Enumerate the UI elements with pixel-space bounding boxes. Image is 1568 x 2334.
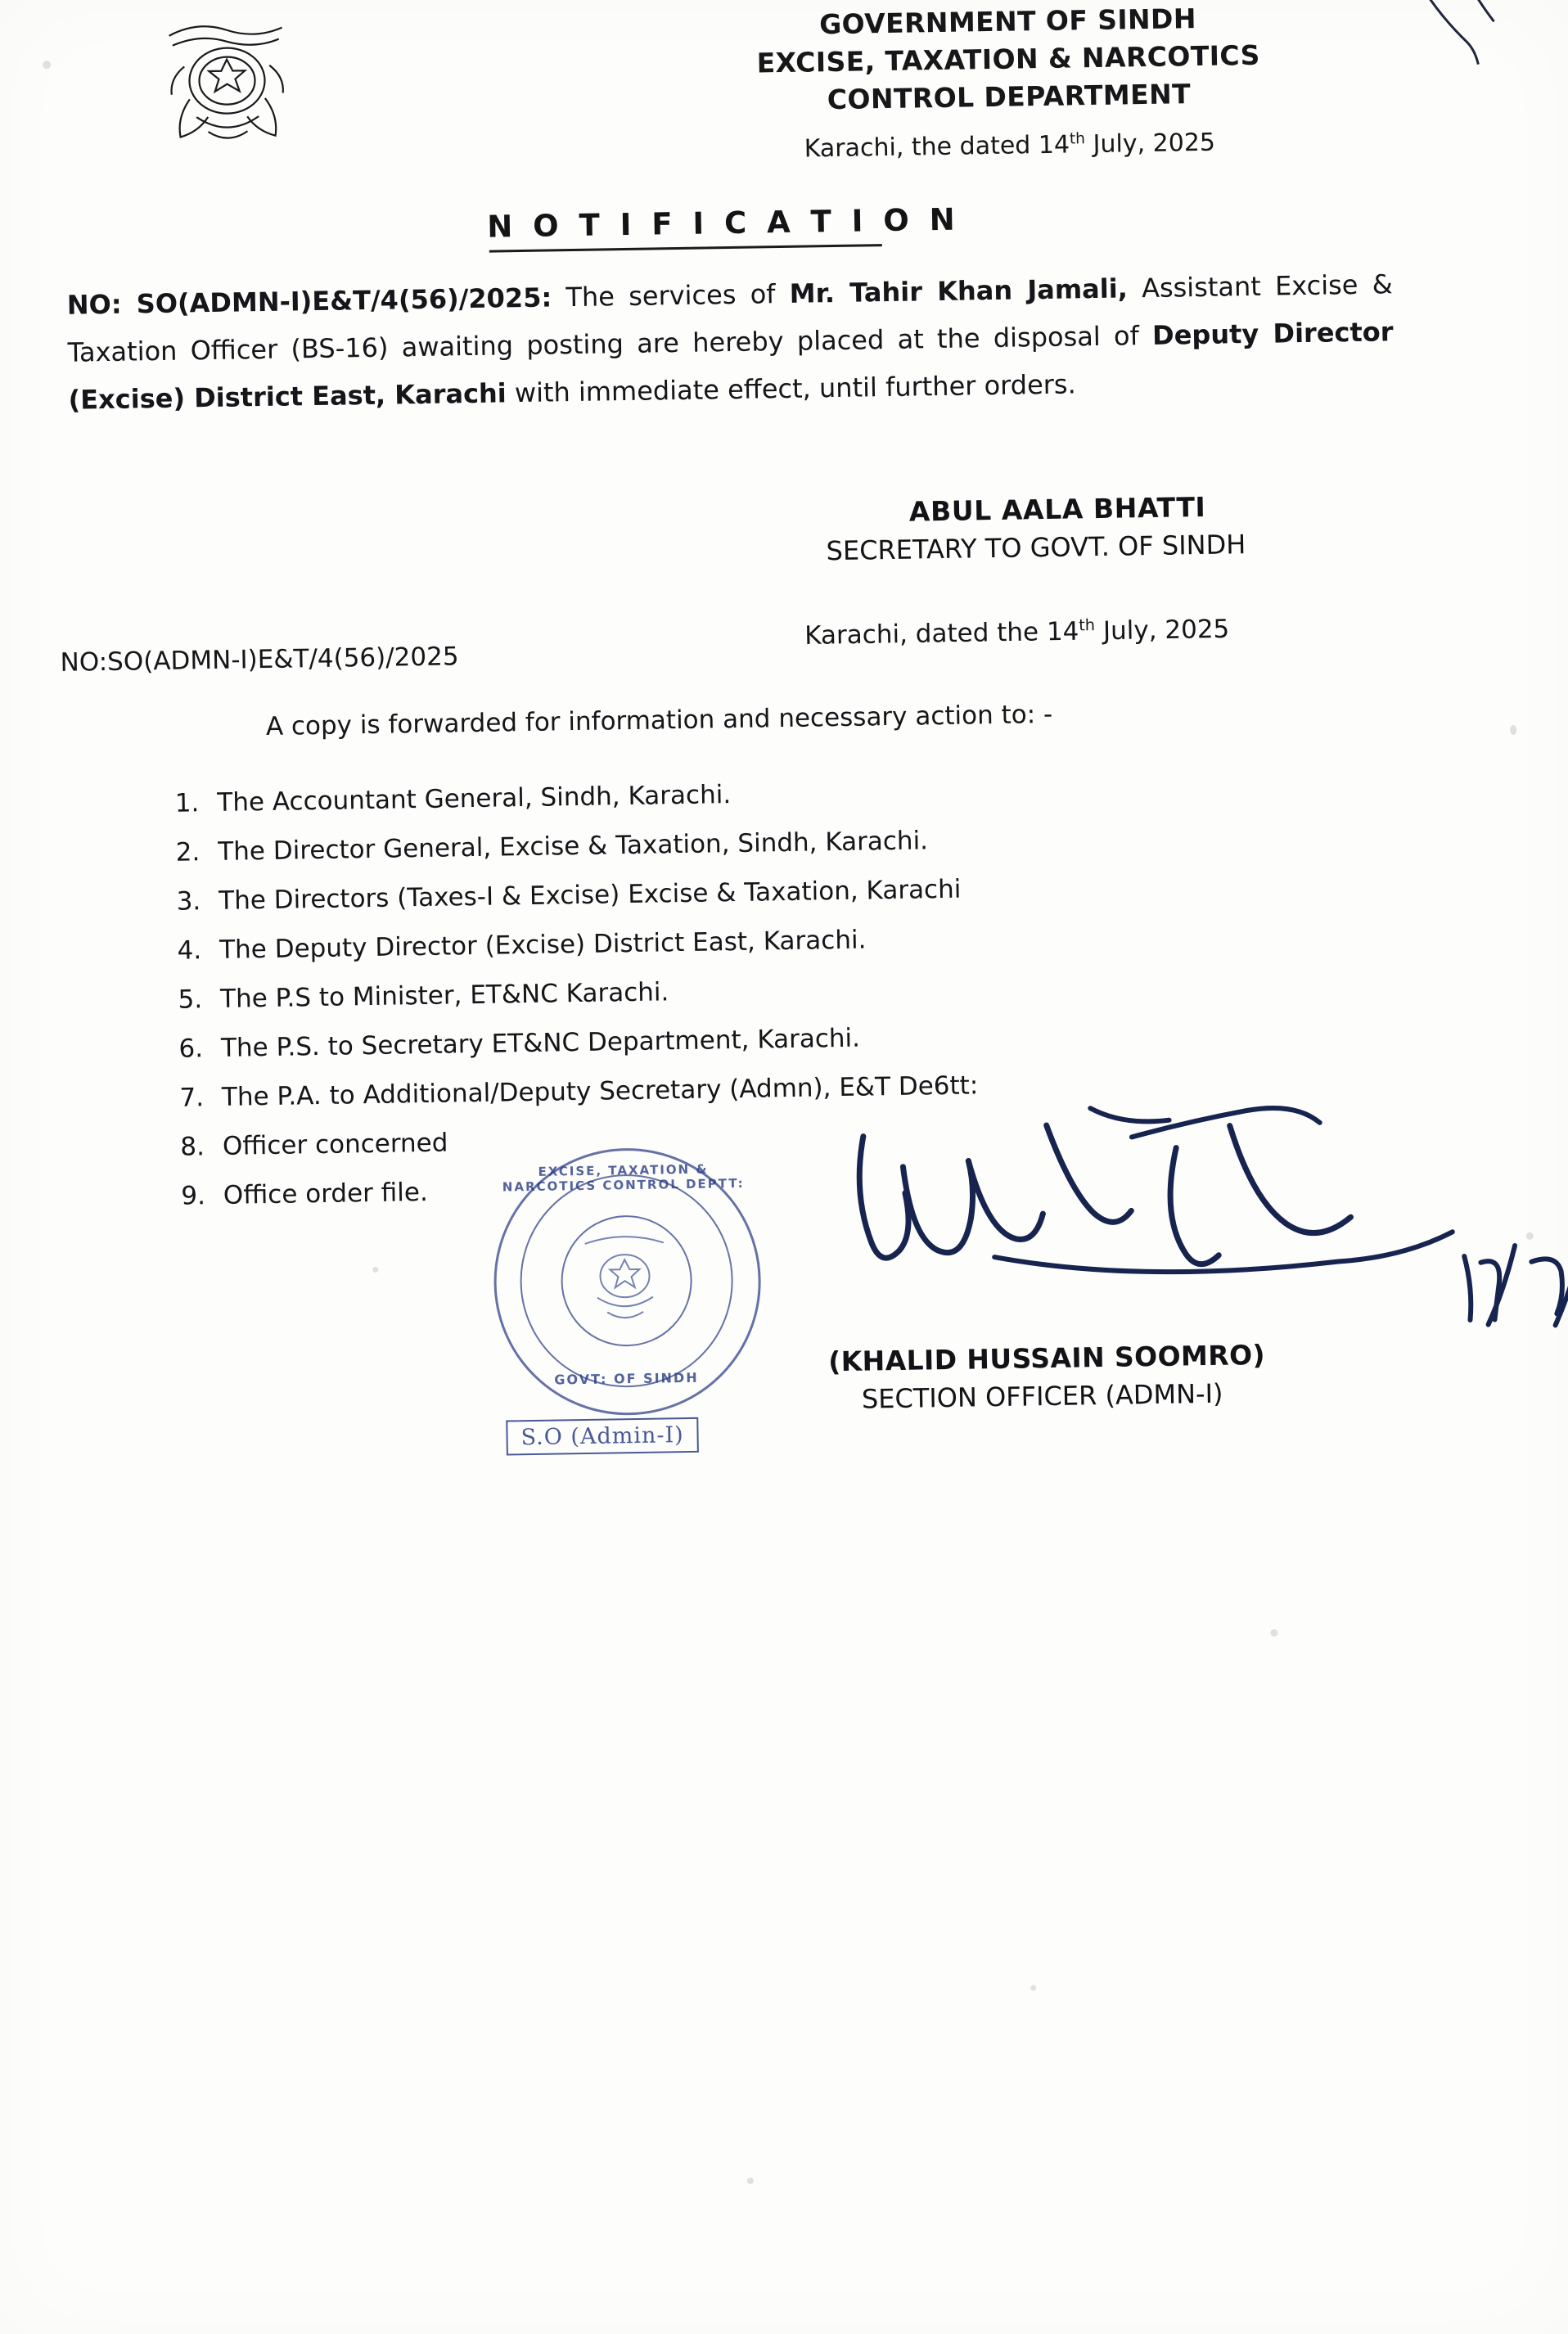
signatory-section-officer-designation: SECTION OFFICER (ADMN-I) <box>861 1377 1223 1415</box>
scan-speckle <box>1526 1232 1534 1240</box>
stamp-label: S.O (Admin-I) <box>506 1417 699 1456</box>
list-item-label: The Deputy Director (Excise) District East, Karachi. <box>219 925 867 965</box>
handwritten-date <box>1453 1238 1568 1347</box>
list-item-number: 5. <box>178 985 203 1015</box>
list-item-label: The Accountant General, Sindh, Karachi. <box>217 780 732 818</box>
header-date: Karachi, the dated 14th July, 2025 <box>804 128 1216 164</box>
list-item-label: The P.S to Minister, ET&NC Karachi. <box>219 977 669 1014</box>
endorsement-date: Karachi, dated the 14th July, 2025 <box>804 614 1230 651</box>
body-reference-number: NO: SO(ADMN-I)E&T/4(56)/2025: <box>66 282 552 321</box>
list-item-number: 1. <box>174 788 200 818</box>
signatory-secretary-name: ABUL AALA BHATTI <box>908 490 1206 528</box>
stamp-crest-icon <box>560 1221 689 1337</box>
body-text-3: with immediate effect, until further orders. <box>506 368 1077 409</box>
scan-speckle <box>747 2178 754 2184</box>
list-item-label: Officer concerned <box>222 1128 448 1161</box>
government-crest-icon <box>136 16 318 157</box>
list-item-number: 7. <box>179 1083 205 1113</box>
body-posting: Deputy Director (Excise) District East, Karachi <box>68 316 1394 416</box>
scan-speckle <box>43 61 51 69</box>
body-officer-name: Mr. Tahir Khan Jamali, <box>789 273 1129 309</box>
stamp-top-text: EXCISE, TAXATION & NARCOTICS CONTROL DEPTT: <box>502 1161 745 1195</box>
handwritten-margin-mark <box>1413 0 1538 88</box>
list-item-number: 6. <box>178 1034 204 1064</box>
scan-speckle <box>1510 725 1516 735</box>
body-text-1: The services of <box>551 277 791 313</box>
list-item-label: The Director General, Excise & Taxation, Sindh, Karachi. <box>218 826 929 867</box>
header-line-government: GOVERNMENT OF SINDH <box>818 2 1197 41</box>
scan-speckle <box>1030 1985 1036 1990</box>
stamp-bottom-text: GOVT: OF SINDH <box>554 1369 699 1388</box>
body-text-2: Assistant Excise & Taxation Officer (BS-16) awaiting posting are hereby placed at the disposal of <box>67 268 1393 368</box>
endorsement-copy-line: A copy is forwarded for information and necessary action to: - <box>265 699 1053 741</box>
list-item-number: 8. <box>180 1132 205 1162</box>
scan-speckle <box>372 1267 378 1273</box>
handwritten-signature <box>845 1094 1471 1349</box>
official-stamp <box>484 1147 767 1451</box>
list-item-number: 2. <box>175 837 201 867</box>
endorsement-reference-number: NO:SO(ADMN-I)E&T/4(56)/2025 <box>60 642 459 678</box>
scan-speckle <box>1270 1629 1277 1637</box>
list-item-number: 4. <box>177 935 202 966</box>
list-item-number: 9. <box>181 1181 206 1211</box>
header-line-department-2: CONTROL DEPARTMENT <box>827 78 1192 116</box>
title-underline <box>489 244 882 253</box>
notification-body <box>66 260 1395 423</box>
signatory-secretary-designation: SECRETARY TO GOVT. OF SINDH <box>826 529 1246 567</box>
page-title: N O T I F I C A T I O N <box>487 201 960 245</box>
list-item-number: 3. <box>176 886 201 917</box>
header-line-department-1: EXCISE, TAXATION & NARCOTICS <box>756 38 1261 79</box>
signatory-section-officer-name: (KHALID HUSSAIN SOOMRO) <box>827 1338 1266 1378</box>
list-item-label: Office order file. <box>223 1177 429 1210</box>
list-item-label: The P.A. to Additional/Deputy Secretary (Admn), E&T De6tt: <box>221 1070 979 1112</box>
list-item-label: The P.S. to Secretary ET&NC Department, Karachi. <box>220 1023 861 1063</box>
list-item-label: The Directors (Taxes-I & Excise) Excise & Taxation, Karachi <box>218 874 962 916</box>
document-header <box>696 0 1321 171</box>
